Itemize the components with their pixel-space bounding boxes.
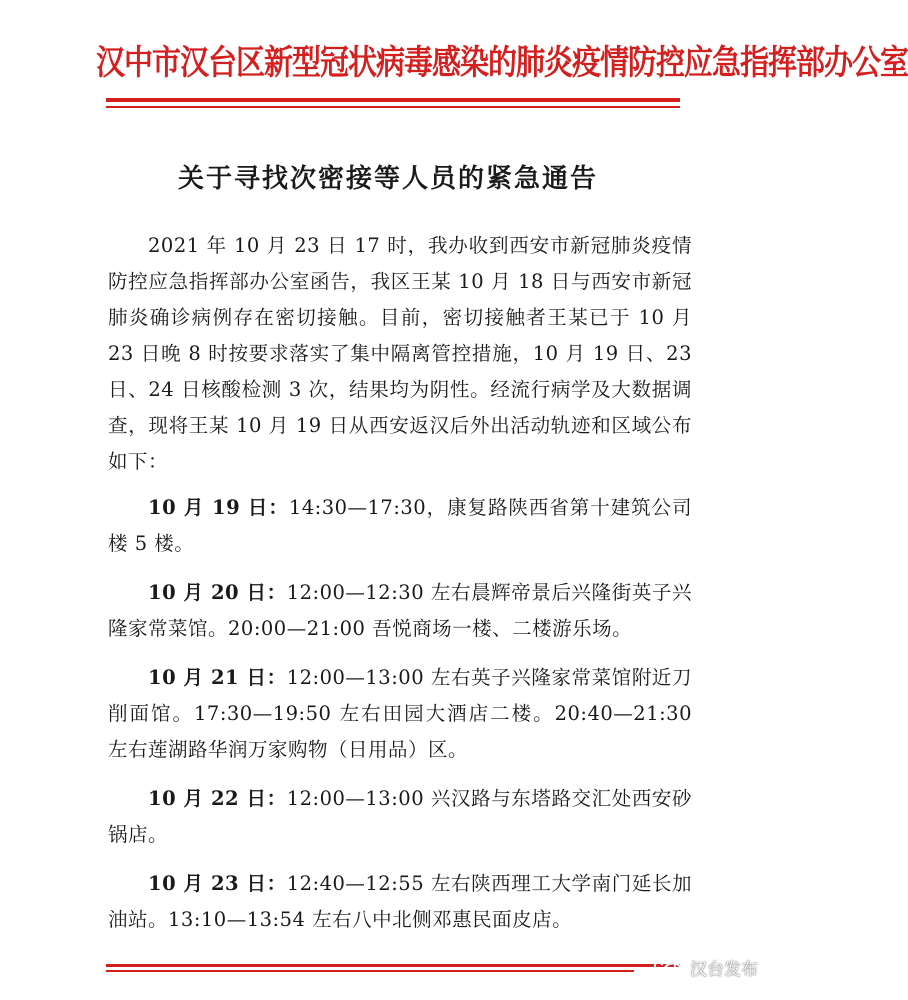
itinerary-item [108,490,692,562]
itinerary-date: 10 月 20 日： [148,581,287,604]
footer-red-rule-thick [106,964,680,967]
itinerary-date: 10 月 22 日： [148,787,287,810]
itinerary-date: 10 月 19 日： [148,496,289,519]
notice-title: 关于寻找次密接等人员的紧急通告 [177,164,598,194]
itinerary-item [108,866,692,938]
itinerary-text: 14:30—17:30，康复路陕西省第十建筑公司楼 5 楼。 [108,496,692,555]
brand-name: 汉台发布 [690,960,758,980]
itinerary-item [108,575,692,647]
itinerary-item [108,660,692,768]
intro-paragraph: 2021 年 10 月 23 日 17 时，我办收到西安市新冠肺炎疫情防控应急指挥部办公室函告，我区王某 10 月 18 日与西安市新冠肺炎确诊病例存在密切接触。目前，密切接触者王某已于 10 月 23 日晚 8 时按要求落实了集中隔离管控措施，10 月 19 日、23 日、24 日核酸检测 3 次，结果均为阴性。经流行病学及大数据调查，现将王某 10 月 19 日从西安返汉后外出活动轨迹和区域公布如下： [108,234,692,473]
footer-red-rule-thin [106,970,634,972]
itinerary-date: 10 月 21 日： [148,666,287,689]
itinerary-item [108,781,692,853]
itinerary-text: 12:00—12:30 左右晨辉帝景后兴隆街英子兴隆家常菜馆。20:00—21:00 吾悦商场一楼、二楼游乐场。 [108,581,693,640]
itinerary-text: 12:40—12:55 左右陕西理工大学南门延长加油站。13:10—13:54 左右八中北侧邓惠民面皮店。 [108,872,693,931]
brand-watermark [654,955,758,980]
wechat-icon [654,956,684,980]
header-red-rule-thin [106,106,680,108]
itinerary-text: 12:00—13:00 左右英子兴隆家常菜馆附近刀削面馆。17:30—19:50 左右田园大酒店二楼。20:40—21:30 左右莲湖路华润万家购物（日用品）区。 [108,666,693,761]
itinerary-text: 12:00—13:00 兴汉路与东塔路交汇处西安砂锅店。 [108,787,693,846]
issuing-office-title: 汉中市汉台区新型冠状病毒感染的肺炎疫情防控应急指挥部办公室 [96,41,908,83]
notice-body [108,228,692,951]
header-red-rule-thick [106,98,680,102]
itinerary-date: 10 月 23 日： [148,872,287,895]
